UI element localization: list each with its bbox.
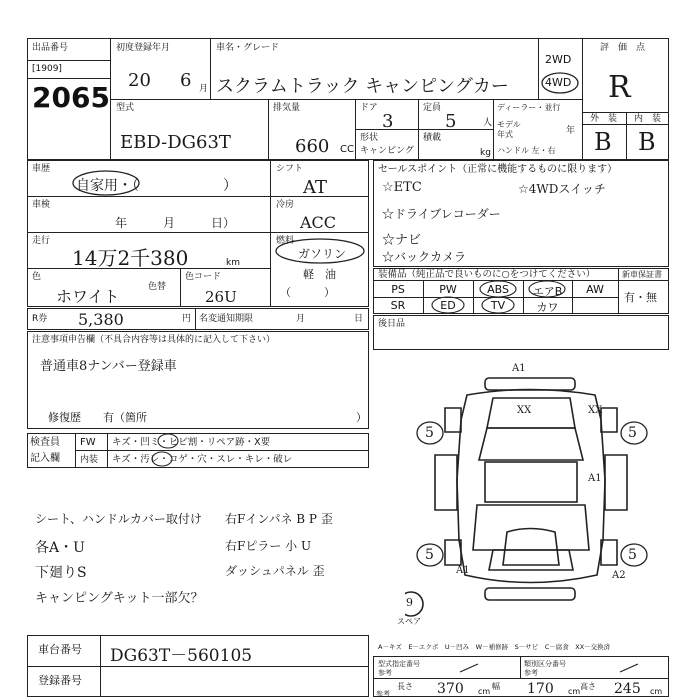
shape-value: キャンピング [360,146,414,156]
entry-label: 記入欄 [30,453,60,464]
year-unit: 年 [566,126,576,136]
name-change-day: 日 [354,314,364,324]
sales-item-etc: ☆ETC [382,180,422,195]
equip-sr: SR [390,299,406,312]
warranty-value: 有・無 [624,291,657,304]
handle-label: ハンドル 左・右 [497,146,556,155]
interior-label: 内 装 [634,114,662,124]
name-change-month: 月 [296,314,306,324]
comment-left-4: キャンピングキット一部欠？ [35,591,204,606]
private-use-circle [70,168,142,198]
mileage-unit: km [226,258,240,268]
fuel-circle [272,236,368,266]
ac-value: ACC [300,213,337,232]
mark-wheel-fl: 5 [425,425,434,441]
mileage-value: 14万2千380 [72,246,189,270]
capacity-label: 定員 [423,103,442,113]
shift-value: AT [303,177,328,198]
dimension-dashes [440,660,660,676]
dealer-label: ディーラー・並行 [497,103,561,112]
exterior-label: 外 装 [590,114,618,124]
fuel-value: ガソリン [298,247,347,261]
capacity-unit: 人 [483,118,493,128]
capacity-value: 5 [445,111,457,132]
repair-close: ） [356,411,367,424]
mark-spare: 9 [406,596,413,609]
equip-abs: ABS [487,283,509,296]
color-value: ホワイト [56,287,120,306]
interior-grade: B [638,128,656,156]
warranty-label: 新車保証書 [622,270,662,279]
name-change-label: 名変通知期限 [199,314,254,324]
ac-label: 冷房 [276,200,295,210]
displacement-unit: CC [340,144,354,155]
history-label: 車歴 [32,164,51,174]
width-label: 幅 [492,682,500,691]
recycle-yen: 円 [182,314,192,324]
model-code: EBD-DG63T [120,132,231,153]
fuel-label: 燃料 [276,236,295,246]
doors-label: ドア [360,103,378,113]
drive-4wd-circle [539,70,581,96]
type-ref: 参考 [378,669,392,677]
comment-right-3: ダッシュパネル 歪 [225,564,325,578]
mark-left-a1: A1 [456,565,470,576]
equip-aw: AW [586,283,604,296]
shape-label: 形状 [360,133,379,143]
lot-number: 2065 [32,81,110,114]
recycle-value: 5,380 [78,310,124,329]
equip-airbag: エアB [532,285,563,298]
exterior-grade: B [594,128,612,156]
fuel-paren: （ ） [280,286,335,299]
color-label: 色 [32,272,42,282]
mark-wheel-rr: 5 [628,547,637,563]
type-label: 型式指定番号 [378,660,420,668]
sales-item-navi: ☆ナビ [382,233,422,248]
length-unit: cm [478,687,491,696]
grade-value: R [608,70,631,105]
length-label: 長さ [397,682,413,691]
height-unit: cm [650,687,663,696]
inspector-label: 検査員 [30,437,60,448]
history-value: 自家用・（ ） [76,178,237,194]
mark-front-a1: A1 [512,363,526,374]
comment-right-2: 右Fピラー 小 U [225,539,312,553]
diagram-legend: A－キズ E－エクボ U－凹み W－補修跡 S－サビ C－腐食 XX－交換済 [378,643,611,651]
class-label: 類別区分番号 [524,660,566,668]
interior-insp-label: 内装 [80,455,99,465]
model-name-label: 車名・グレード [216,43,280,53]
comment-left-3: 下廻りS [35,565,87,581]
width-unit: cm [568,687,581,696]
recycle-label: R券 [32,314,48,324]
shift-label: シフト [276,164,304,174]
inspection-value: 年 月 日） [115,216,236,230]
first-reg-month: 6 [180,70,192,91]
post-label: 後日品 [378,319,406,329]
grade-label: 評 価 点 [600,43,646,53]
mark-wheel-fr: 5 [628,425,637,441]
mark-wheel-rl: 5 [425,547,434,563]
repair-history: 修復歴 有（箇所 [48,411,147,424]
car-diagram [405,360,670,625]
inspection-label: 車検 [32,200,51,210]
displacement-label: 排気量 [273,103,301,113]
sales-item-recorder: ☆ドライブレコーダー [382,207,501,221]
load-unit: kg [480,148,491,158]
notes-text: 普通車8ナンバー登録車 [40,359,177,374]
first-reg-month-unit: 月 [199,84,209,94]
first-reg-year: 20 [128,70,151,91]
doors-value: 3 [382,111,394,132]
inspector-circles [150,432,190,468]
first-reg-label: 初度登録年月 [116,43,171,53]
sales-item-4wd: ☆4WDスイッチ [518,182,606,196]
equip-leather: カワ [536,301,559,314]
class-ref: 参考 [524,669,538,677]
displacement: 660 [295,136,330,157]
fw-legend: キズ・凹ミ・ヒビ割・リペア跡・X要 [112,437,271,448]
drive-4wd: 4WD [545,76,572,89]
load-label: 積載 [423,133,442,143]
fuel-diesel: 軽 油 [303,268,336,281]
chassis-label: 車台番号 [38,643,82,656]
repaint-label: 色替 [148,282,167,292]
fw-label: FW [80,437,96,448]
equip-tv: TV [490,299,506,312]
comment-left-2: 各A・U [35,540,85,556]
width-value: 170 [527,681,554,697]
model-code-label: 型式 [116,103,135,113]
drive-2wd: 2WD [545,53,572,66]
sales-item-camera: ☆バックカメラ [382,250,467,264]
length-value: 370 [437,681,464,697]
comment-left-1: シート、ハンドルカバー取付け [35,512,202,526]
equipment-title: 装備品（純正品で良いものに○をつけてください） [378,269,596,280]
model-year-label: モデル年式 [497,120,521,139]
post-frame [373,315,669,350]
equip-pw: PW [439,283,457,296]
int-legend: キズ・汚レ・コゲ・穴・スレ・キレ・破レ [112,454,293,465]
height-value: 245 [614,681,641,697]
equip-ps: PS [391,283,405,296]
equipment-circles [423,278,573,314]
height-label: 高さ [580,682,596,691]
sales-title: セールスポイント（正常に機能するものに限ります） [378,164,618,175]
dim-ref: 参考 [376,690,390,698]
mark-right-a2: A2 [612,570,626,581]
reg-label: 登録番号 [38,674,82,687]
chassis-value: DG63T－560105 [110,646,253,666]
lot-label: 出品番号 [32,43,69,53]
color-code-label: 色コード [185,272,222,282]
equip-ed: ED [440,299,456,312]
mark-hood-xx2: XX [588,405,603,416]
color-code: 26U [205,288,237,306]
mark-right-a1: A1 [588,473,602,484]
spare-label: スペア [397,617,421,626]
comment-right-1: 右Fインパネ B P 歪 [225,512,333,526]
mark-hood-xx1: XX [517,405,532,416]
model-name: スクラムトラック キャンピングカー [216,76,509,97]
lot-code: [1909] [32,64,62,74]
notes-title: 注意事項申告欄（不具合内容等は具体的に記入して下さい） [32,335,276,345]
mileage-label: 走行 [32,236,51,246]
